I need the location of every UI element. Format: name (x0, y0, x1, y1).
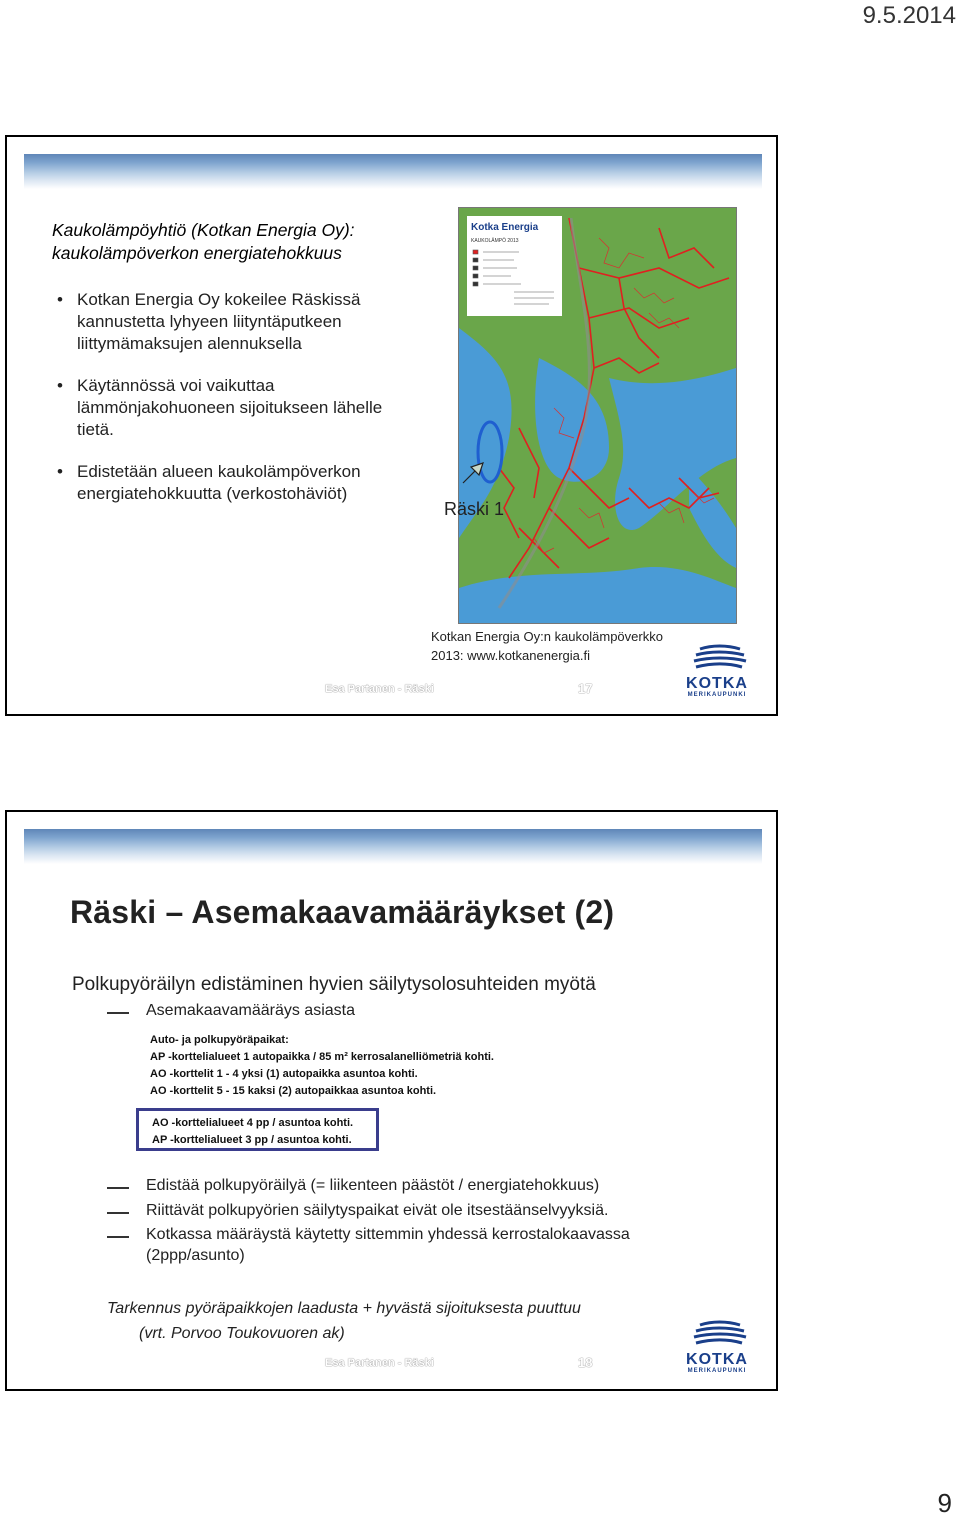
footer-author: Esa Partanen - Räski (325, 1357, 434, 1369)
title-line-2: kaukolämpöverkon energiatehokkuus (52, 243, 342, 263)
regulation-block (150, 1032, 494, 1100)
slide-banner (24, 154, 762, 189)
logo-text: KOTKA (686, 675, 748, 692)
bullet-list (53, 289, 423, 525)
regulation-line: AP -korttelialueet 1 autopaikka / 85 m² kerrosalanelliömetriä kohti. (150, 1051, 494, 1063)
bullet-item: • Edistetään alueen kaukolämpöverkon energiatehokkuutta (verkostohäviöt) (53, 461, 423, 505)
slide-note (107, 1296, 581, 1346)
district-heating-map (458, 207, 737, 624)
title-line-1: Kaukolämpöyhtiö (Kotkan Energia Oy): (52, 220, 355, 240)
footer-author: Esa Partanen - Räski (325, 683, 434, 695)
bullet-item: • Käytännössä voi vaikuttaa lämmönjakohuoneen sijoitukseen lähelle tietä. (53, 375, 423, 441)
dash-marker (107, 1212, 129, 1214)
dash-marker (107, 1187, 129, 1189)
slide-17 (5, 135, 778, 716)
point-item: Riittävät polkupyörien säilytyspaikat eivät ole itsestäänselvyyksiä. (146, 1202, 609, 1219)
regulation-line: AO -korttelit 1 - 4 yksi (1) autopaikka asuntoa kohti. (150, 1068, 418, 1080)
logo-text: KOTKA (686, 1351, 748, 1368)
logo-subtext: MERIKAUPUNKI (687, 692, 747, 698)
raski-map-label: Räski 1 (444, 499, 505, 519)
regulation-line: Auto- ja polkupyöräpaikat: (150, 1034, 289, 1046)
note-line-1: Tarkennus pyöräpaikkojen laadusta + hyvästä sijoituksesta puuttuu (107, 1300, 581, 1317)
regulation-line: AP -korttelialueet 3 pp / asuntoa kohti. (152, 1134, 352, 1146)
slide-banner (24, 829, 762, 864)
regulation-line: AO -korttelit 5 - 15 kaksi (2) autopaikkaa asuntoa kohti. (150, 1085, 437, 1097)
map-caption-line-1: Kotkan Energia Oy:n kaukolämpöverkko (431, 629, 663, 644)
map-caption-line-2: 2013: www.kotkanenergia.fi (431, 648, 590, 663)
map-legend-subtitle: KAUKOLÄMPÖ 2013 (471, 238, 519, 244)
dash-marker (107, 1012, 129, 1014)
logo-subtext: MERIKAUPUNKI (687, 1368, 747, 1374)
dash-marker (107, 1236, 129, 1238)
page-date: 9.5.2014 (862, 2, 956, 29)
point-item: Kotkassa määräystä käytetty sittemmin yhdessä kerrostalokaavassa (146, 1226, 630, 1243)
page-number: 9 (937, 1488, 952, 1518)
note-line-2: (vrt. Porvoo Toukovuoren ak) (139, 1325, 345, 1342)
sub-point: Asemakaavamääräys asiasta (146, 1002, 355, 1019)
kotka-logo (682, 643, 752, 699)
kotka-logo (682, 1319, 752, 1375)
regulation-line: AO -korttelialueet 4 pp / asuntoa kohti. (152, 1117, 354, 1129)
map-legend-title: Kotka Energia (471, 222, 539, 233)
bullet-item: • Kotkan Energia Oy kokeilee Räskissä kannustetta lyhyeen liityntäputkeen liittymämaksujen alennuksella (53, 289, 423, 355)
bicycle-parking-box (136, 1108, 379, 1151)
arrow-icon (459, 459, 487, 487)
point-item-continued: (2ppp/asunto) (146, 1247, 245, 1264)
slide-lead: Polkupyöräilyn edistäminen hyvien säilytysolosuhteiden myötä (72, 974, 596, 995)
point-item: Edistää polkupyöräilyä (= liikenteen päästöt / energiatehokkuus) (146, 1177, 600, 1194)
slide-number: 17 (578, 681, 593, 696)
slide-title: Räski – Asemakaavamääräykset (2) (70, 894, 615, 930)
slide-number: 18 (578, 1355, 593, 1370)
slide-18 (5, 810, 778, 1391)
slide-title (52, 219, 432, 265)
